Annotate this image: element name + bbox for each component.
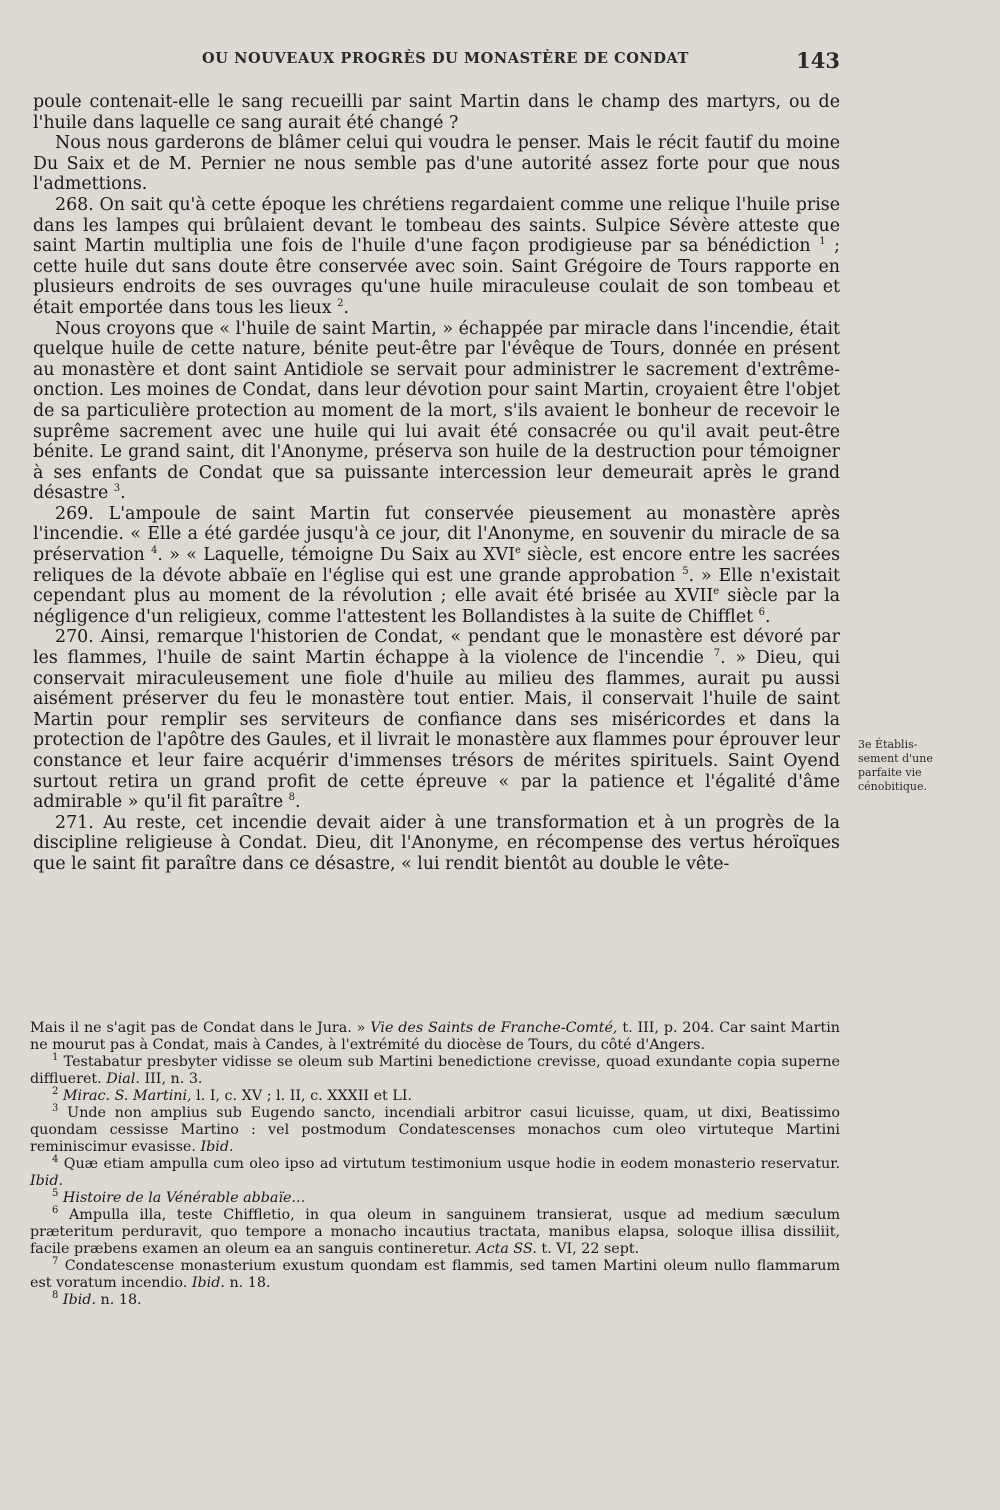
- footnote-ref: 2: [337, 298, 344, 310]
- main-text: [33, 92, 840, 875]
- footnote-4: $^4$ Quæ etiam ampulla cum oleo ipso ad virtutum testimonium usque hodie in eodem monasterio reservatur. Ibid.: [30, 1154, 841, 1189]
- paragraph-270: 270. Ainsi, remarque l'historien de Condat, « pendant que le monastère est dévoré par les flammes, l'huile de saint Martin échappe à la violence de l'incendie $^7$. » Dieu, qui conservait miraculeusement une fiole d'huile au milieu des flammes, aurait pu aussi aisément préserver du feu le monastère tout entier. Mais, il conservait l'huile de saint Martin pour remplir ses serviteurs de confiance dans ses miséricordes et dans la protection de l'apôtre des Gaules, et il livrait le monastère aux flammes pour éprouver leur constance et leur faire acquérir d'immenses trésors de mérites spirituels. Saint Oyend surtout retira un grand profit de cette épreuve « par la patience et l'égalité d'âme admirable » qu'il fit paraître $^8$.: [33, 627, 841, 813]
- footnote-6: $^6$ Ampulla illa, teste Chiffletio, in qua oleum in sanguinem transierat, usque ad medium sæculum præteritum perduravit, quo tempore a monacho incautius tractata, manibus elapsa, soloque illisa dissiliit, facile præbens examen an oleum ea an sanguis contineretur. Acta SS. t. VI, 22 sept.: [30, 1205, 840, 1257]
- footnote-7: $^7$ Condatescense monasterium exustum quondam est flammis, sed tamen Martini oleum nullo flammarum est voratum incendio. Ibid. n. 18.: [30, 1256, 840, 1291]
- paragraph: Nous nous garderons de blâmer celui qui voudra le penser. Mais le récit fautif du moine Du Saix et de M. Pernier ne nous semble pas d'une autorité assez forte pour que nous l'admettions.: [33, 133, 840, 195]
- footnote-ref: 6: [758, 607, 766, 619]
- footnote-3: $^3$ Unde non amplius sub Eugendo sancto, incendiali arbitror casui licuisse, quam, ut dixi, Beatissimo quondam cessisse Martino : vel postmodum Condatescenses monachos cum oleo virtuteque Martini reminiscimur evasisse. Ibid.: [30, 1103, 840, 1155]
- footnote-ref: 4: [151, 545, 158, 557]
- footnote-ref: 1: [819, 236, 826, 248]
- footnote-8: $^8$ Ibid. n. 18.: [52, 1290, 142, 1308]
- footnote-ref: 7: [713, 648, 721, 660]
- paragraph: Nous croyons que « l'huile de saint Martin, » échappée par miracle dans l'incendie, était quelque huile de cette nature, bénite peut-être par l'évêque de Tours, donnée en présent au monastère et dont saint Antidiole se servait pour administrer le sacrement d'extrême-onction. Les moines de Condat, dans leur dévotion pour saint Martin, croyaient être l'objet de sa particulière protection au moment de la mort, s'ils avaient le bonheur de recevoir le suprême sacrement avec une huile qui lui avait été consacrée ou qu'il avait peut-être bénite. Le grand saint, dit l'Anonyme, préserva son huile de la destruction pour témoigner à ses enfants de Condat que sa puissante intercession leur demeurait après le grand désastre $^3$.: [33, 318, 840, 504]
- margin-note: 3e Établis- sement d'une parfaite vie cénobitique.: [858, 738, 933, 793]
- paragraph-268: 268. On sait qu'à cette époque les chrétiens regardaient comme une relique l'huile prise dans les lampes qui brûlaient devant le tombeau des saints. Sulpice Sévère atteste que saint Martin multiplia une fois de l'huile d'une façon prodigieuse par sa bénédiction $^1$ ; cette huile dut sans doute être conservée avec soin. Saint Grégoire de Tours rapporte en plusieurs endroits de ses ouvrages qu'une huile miraculeuse coulait de son tombeau et était emportée dans tous les lieux $^2$.: [33, 194, 840, 318]
- footnote-ref: 3: [113, 483, 121, 495]
- footnote-ref: 5: [682, 565, 689, 577]
- footnote-2: $^2$ Mirac. S. Martini, l. I, c. XV ; l. II, c. XXXII et LI.: [52, 1086, 413, 1104]
- footnote-ref: 8: [288, 792, 296, 804]
- page-header: [30, 50, 840, 78]
- footnote-5: $^5$ Histoire de la Vénérable abbaïe...: [52, 1188, 306, 1206]
- running-title: OU NOUVEAUX PROGRÈS DU MONASTÈRE DE CONDAT: [202, 50, 689, 67]
- footnotes: [30, 1020, 840, 1309]
- page-number: 143: [796, 48, 840, 73]
- paragraph-271: 271. Au reste, cet incendie devait aider à une transformation et à un progrès de la discipline religieuse à Condat. Dieu, dit l'Anonyme, en récompense des vertus héroïques que le saint fit paraître dans ce désastre, « lui rendit bientôt au double le vête-: [33, 812, 840, 874]
- footnote-continuation: Mais il ne s'agit pas de Condat dans le Jura. » Vie des Saints de Franche-Comté, t. III, p. 204. Car saint Martin ne mourut pas à Condat, mais à Candes, à l'extrémité du diocèse de Tours, du côté d'Angers.: [30, 1020, 841, 1053]
- footnote-1: $^1$ Testabatur presbyter vidisse se oleum sub Martini benedictione crevisse, quoad exundante copia superne difflueret. Dial. III, n. 3.: [30, 1052, 841, 1087]
- paragraph-continuation: poule contenait-elle le sang recueilli par saint Martin dans le champ des martyrs, ou de l'huile dans laquelle ce sang aurait été changé ?: [33, 92, 840, 133]
- paragraph-269: 269. L'ampoule de saint Martin fut conservée pieusement au monastère après l'incendie. « Elle a été gardée jusqu'à ce jour, dit l'Anonyme, en souvenir du miracle de sa préservation $^4$. » « Laquelle, témoigne Du Saix au XVIe siècle, est encore entre les sacrées reliques de la dévote abbaïe en l'église qui est une grande approbation $^5$. » Elle n'existait cependant plus au moment de la révolution ; elle avait été brisée au XVIIe siècle par la négligence d'un religieux, comme l'attestent les Bollandistes à la suite de Chifflet $^6$.: [33, 503, 841, 627]
